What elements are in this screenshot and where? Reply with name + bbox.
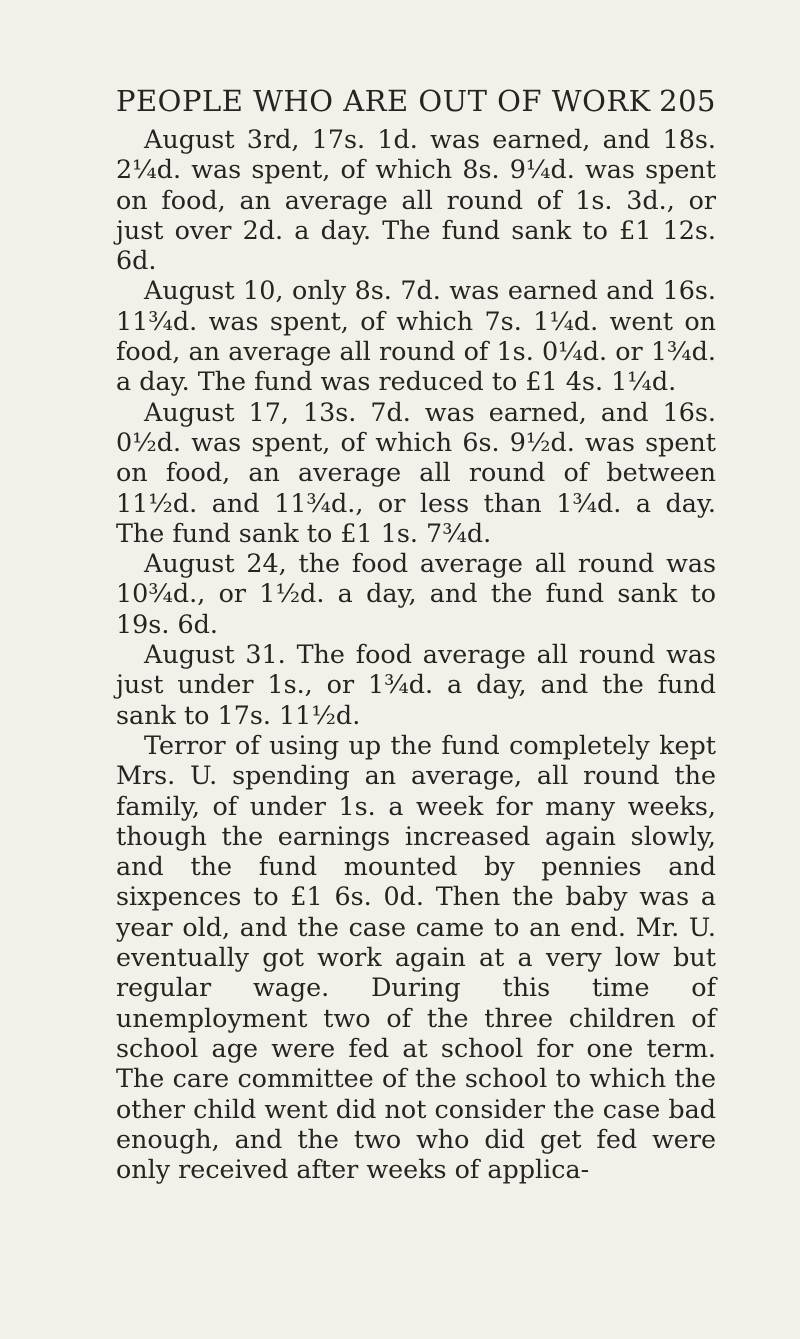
- page-body: [116, 124, 716, 1184]
- running-title: PEOPLE WHO ARE OUT OF WORK: [116, 84, 651, 118]
- paragraph-august-24: August 24, the food average all round was 10¾d., or 1½d. a day, and the fund sank to 19s. 6d.: [116, 548, 716, 639]
- paragraph-august-3: August 3rd, 17s. 1d. was earned, and 18s. 2¼d. was spent, of which 8s. 9¼d. was spent on food, an average all round of 1s. 3d., or just over 2d. a day. The fund sank to £1 12s. 6d.: [116, 124, 716, 276]
- page-number: 205: [659, 84, 716, 118]
- paragraph-august-10: August 10, only 8s. 7d. was earned and 16s. 11¾d. was spent, of which 7s. 1¼d. went on food, an average all round of 1s. 0¼d. or 1¾d. a day. The fund was reduced to £1 4s. 1¼d.: [116, 275, 716, 397]
- paragraph-august-31: August 31. The food average all round was just under 1s., or 1¾d. a day, and the fund sank to 17s. 11½d.: [116, 639, 716, 730]
- running-header: [116, 84, 716, 118]
- paragraph-august-17: August 17, 13s. 7d. was earned, and 16s. 0½d. was spent, of which 6s. 9½d. was spent on food, an average all round of between 11½d. and 11¾d., or less than 1¾d. a day. The fund sank to £1 1s. 7¾d.: [116, 396, 716, 548]
- paragraph-terror: Terror of using up the fund completely kept Mrs. U. spending an average, all round the family, of under 1s. a week for many weeks, though the earnings increased again slowly, and the fund mounted by pennies and sixpences to £1 6s. 0d. Then the baby was a year old, and the case came to an end. Mr. U. eventually got work again at a very low but regular wage. During this time of unemployment two of the three children of school age were fed at school for one term. The care committee of the school to which the other child went did not consider the case bad enough, and the two who did get fed were only received after weeks of applica-: [116, 729, 716, 1185]
